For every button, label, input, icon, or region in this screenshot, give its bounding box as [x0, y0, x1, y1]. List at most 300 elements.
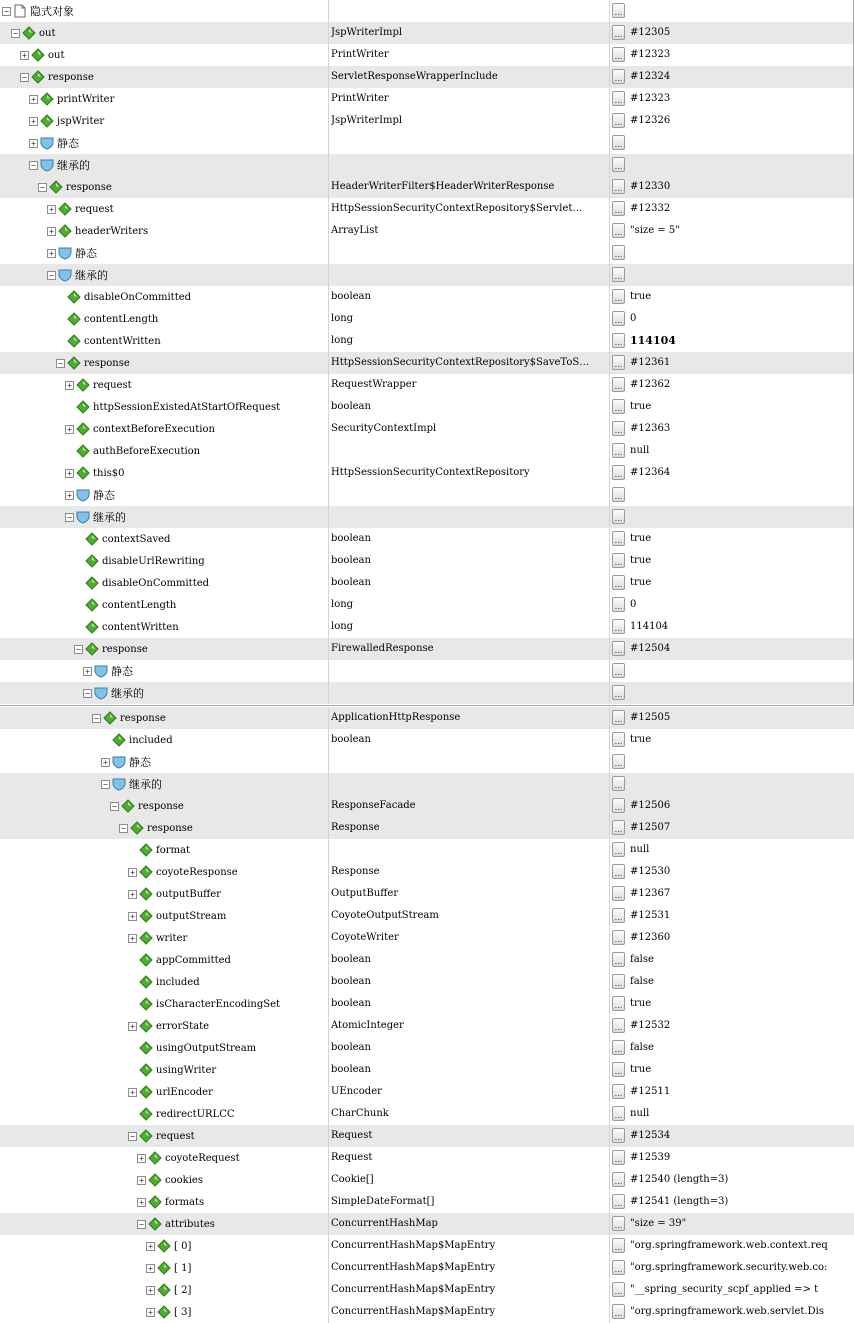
expand-toggle-icon[interactable]: +	[137, 1198, 146, 1207]
tree-row[interactable]	[0, 1147, 854, 1169]
details-button[interactable]: ...	[612, 820, 625, 835]
name-cell	[0, 264, 329, 286]
tree-row[interactable]	[0, 1125, 854, 1147]
expand-toggle-icon[interactable]: +	[146, 1308, 155, 1317]
tree-node	[101, 751, 151, 773]
type-cell: boolean	[331, 572, 610, 594]
field-diamond-icon	[139, 1041, 153, 1055]
collapse-toggle-icon[interactable]: −	[74, 645, 83, 654]
node-label: 继承的	[75, 269, 108, 282]
details-button[interactable]: ...	[612, 1018, 625, 1033]
name-cell	[0, 1081, 329, 1103]
type-cell	[331, 839, 610, 861]
name-cell	[0, 927, 329, 949]
expand-toggle-icon[interactable]: +	[128, 912, 137, 921]
details-button[interactable]: ...	[612, 1172, 625, 1187]
value-cell: #12534	[630, 1130, 671, 1141]
collapse-toggle-icon[interactable]: −	[47, 271, 56, 280]
tree-row[interactable]	[0, 729, 854, 751]
tree-row[interactable]	[0, 1059, 854, 1081]
tree-node	[29, 154, 90, 176]
node-label: authBeforeExecution	[93, 445, 201, 457]
tree-row[interactable]	[0, 993, 854, 1015]
node-label: coyoteRequest	[165, 1152, 240, 1164]
collapse-toggle-icon[interactable]: −	[20, 73, 29, 82]
expand-toggle-icon[interactable]: +	[146, 1286, 155, 1295]
tree-row[interactable]	[0, 817, 854, 839]
tree-row[interactable]	[0, 1213, 854, 1235]
expand-toggle-icon[interactable]: +	[128, 868, 137, 877]
details-button[interactable]: ...	[612, 996, 625, 1011]
details-button[interactable]: ...	[612, 179, 625, 194]
category-shield-icon	[112, 777, 126, 791]
category-shield-icon	[58, 268, 72, 282]
tree-row[interactable]	[0, 22, 853, 44]
details-button[interactable]: ...	[612, 685, 625, 700]
expand-toggle-icon[interactable]: +	[137, 1154, 146, 1163]
details-button[interactable]: ...	[612, 641, 625, 656]
type-cell: ConcurrentHashMap$MapEntry	[331, 1301, 610, 1323]
spacer	[128, 1110, 137, 1119]
details-button[interactable]: ...	[612, 289, 625, 304]
expand-toggle-icon[interactable]: +	[47, 205, 56, 214]
value-cell: 114104	[630, 621, 669, 632]
name-cell	[0, 154, 329, 176]
value-cell: false	[630, 954, 654, 965]
expand-toggle-icon[interactable]: +	[128, 1088, 137, 1097]
node-label: 静态	[57, 137, 79, 150]
tree-node	[146, 1279, 191, 1301]
type-cell: AtomicInteger	[331, 1015, 610, 1037]
value-cell: #12361	[630, 357, 671, 368]
tree-row[interactable]	[0, 308, 853, 330]
tree-row[interactable]	[0, 927, 854, 949]
details-button[interactable]: ...	[612, 377, 625, 392]
tree-node	[128, 905, 226, 927]
tree-row[interactable]	[0, 220, 853, 242]
type-cell: ConcurrentHashMap$MapEntry	[331, 1235, 610, 1257]
value-cell: true	[630, 734, 652, 745]
field-diamond-icon	[139, 997, 153, 1011]
tree-node	[74, 550, 205, 572]
details-button[interactable]: ...	[612, 553, 625, 568]
node-label: out	[48, 49, 65, 61]
tree-row[interactable]	[0, 1037, 854, 1059]
tree-row[interactable]	[0, 1235, 854, 1257]
field-diamond-icon	[76, 466, 90, 480]
tree-node	[128, 1125, 195, 1147]
name-cell	[0, 22, 329, 44]
details-button[interactable]: ...	[612, 245, 625, 260]
collapse-toggle-icon[interactable]: −	[119, 824, 128, 833]
expand-toggle-icon[interactable]: +	[146, 1242, 155, 1251]
details-button[interactable]: ...	[612, 1040, 625, 1055]
field-diamond-icon	[67, 356, 81, 370]
details-button[interactable]: ...	[612, 930, 625, 945]
tree-row[interactable]	[0, 132, 853, 154]
details-button[interactable]: ...	[612, 443, 625, 458]
name-cell	[0, 1059, 329, 1081]
details-button[interactable]: ...	[612, 1238, 625, 1253]
name-cell	[0, 1037, 329, 1059]
field-diamond-icon	[157, 1305, 171, 1319]
field-diamond-icon	[67, 334, 81, 348]
expand-toggle-icon[interactable]: +	[29, 95, 38, 104]
type-cell: ArrayList	[331, 220, 610, 242]
value-cell	[630, 682, 852, 704]
field-diamond-icon	[85, 620, 99, 634]
tree-row[interactable]	[0, 949, 854, 971]
expand-toggle-icon[interactable]: +	[128, 890, 137, 899]
tree-row[interactable]	[0, 839, 854, 861]
node-label: [ 3]	[174, 1306, 192, 1318]
expand-toggle-icon[interactable]: +	[65, 381, 74, 390]
value-cell: true	[630, 577, 652, 588]
collapse-toggle-icon[interactable]: −	[101, 780, 110, 789]
name-cell	[0, 594, 329, 616]
node-label: response	[84, 357, 130, 369]
spacer	[65, 447, 74, 456]
field-diamond-icon	[31, 70, 45, 84]
name-cell	[0, 993, 329, 1015]
tree-row[interactable]	[0, 352, 853, 374]
node-label: jspWriter	[57, 115, 105, 127]
tree-row[interactable]	[0, 1191, 854, 1213]
node-label: out	[39, 27, 56, 39]
node-label: cookies	[165, 1174, 203, 1186]
tree-row[interactable]	[0, 682, 853, 704]
name-cell	[0, 1103, 329, 1125]
tree-row[interactable]	[0, 110, 853, 132]
spacer	[128, 1044, 137, 1053]
collapse-toggle-icon[interactable]: −	[65, 513, 74, 522]
tree-row[interactable]	[0, 1301, 854, 1323]
tree-node	[56, 330, 161, 352]
details-button[interactable]: ...	[612, 1216, 625, 1231]
details-button[interactable]: ...	[612, 421, 625, 436]
node-label: response	[102, 643, 148, 655]
value-cell	[630, 773, 852, 795]
expand-toggle-icon[interactable]: +	[47, 249, 56, 258]
node-label: contentWritten	[84, 335, 161, 347]
details-button[interactable]: ...	[612, 864, 625, 879]
tree-row[interactable]	[0, 883, 854, 905]
value-cell: "size = 5"	[630, 225, 680, 236]
tree-row[interactable]	[0, 374, 853, 396]
expand-toggle-icon[interactable]: +	[146, 1264, 155, 1273]
tree-node	[47, 198, 114, 220]
tree-node	[47, 264, 108, 286]
name-cell	[0, 707, 329, 729]
details-button[interactable]: ...	[612, 952, 625, 967]
tree-row[interactable]	[0, 396, 853, 418]
value-cell: #12541 (length=3)	[630, 1196, 729, 1207]
tree-row[interactable]	[0, 795, 854, 817]
name-cell	[0, 1301, 329, 1323]
type-cell	[331, 154, 610, 176]
details-button[interactable]: ...	[612, 531, 625, 546]
tree-row[interactable]	[0, 1103, 854, 1125]
expand-toggle-icon[interactable]: +	[29, 117, 38, 126]
name-cell	[0, 176, 329, 198]
details-button[interactable]: ...	[612, 201, 625, 216]
tree-node	[128, 883, 221, 905]
tree-row[interactable]	[0, 44, 853, 66]
tree-row[interactable]	[0, 660, 853, 682]
details-button[interactable]: ...	[612, 47, 625, 62]
name-cell	[0, 773, 329, 795]
tree-row[interactable]	[0, 550, 853, 572]
node-label: 继承的	[93, 511, 126, 524]
expand-toggle-icon[interactable]: +	[65, 469, 74, 478]
type-cell: boolean	[331, 949, 610, 971]
details-button[interactable]: ...	[612, 908, 625, 923]
node-label: coyoteResponse	[156, 866, 238, 878]
details-button[interactable]: ...	[612, 113, 625, 128]
details-button[interactable]: ...	[612, 135, 625, 150]
tree-row[interactable]	[0, 572, 853, 594]
field-diamond-icon	[139, 887, 153, 901]
expand-toggle-icon[interactable]: +	[83, 667, 92, 676]
tree-row[interactable]	[0, 176, 853, 198]
collapse-toggle-icon[interactable]: −	[2, 7, 11, 16]
category-shield-icon	[58, 246, 72, 260]
tree-node	[101, 729, 173, 751]
type-cell: ResponseFacade	[331, 795, 610, 817]
tree-row[interactable]	[0, 1257, 854, 1279]
type-cell: boolean	[331, 528, 610, 550]
collapse-toggle-icon[interactable]: −	[38, 183, 47, 192]
name-cell	[0, 286, 329, 308]
details-button[interactable]: ...	[612, 311, 625, 326]
collapse-toggle-icon[interactable]: −	[11, 29, 20, 38]
tree-row[interactable]	[0, 484, 853, 506]
details-button[interactable]: ...	[612, 886, 625, 901]
details-button[interactable]: ...	[612, 710, 625, 725]
name-cell	[0, 1279, 329, 1301]
tree-row[interactable]	[0, 286, 853, 308]
tree-row[interactable]	[0, 751, 854, 773]
type-cell	[331, 132, 610, 154]
expand-toggle-icon[interactable]: +	[20, 51, 29, 60]
details-button[interactable]: ...	[612, 509, 625, 524]
name-cell	[0, 1015, 329, 1037]
tree-row[interactable]	[0, 506, 853, 528]
type-cell: SecurityContextImpl	[331, 418, 610, 440]
expand-toggle-icon[interactable]: +	[137, 1176, 146, 1185]
collapse-toggle-icon[interactable]: −	[83, 689, 92, 698]
collapse-toggle-icon[interactable]: −	[110, 802, 119, 811]
value-cell	[630, 0, 852, 22]
details-button[interactable]: ...	[612, 842, 625, 857]
field-diamond-icon	[139, 953, 153, 967]
field-diamond-icon	[67, 312, 81, 326]
tree-row[interactable]	[0, 638, 853, 660]
details-button[interactable]: ...	[612, 597, 625, 612]
details-button[interactable]: ...	[612, 1084, 625, 1099]
details-button[interactable]: ...	[612, 333, 625, 348]
value-cell: true	[630, 533, 652, 544]
name-cell	[0, 110, 329, 132]
details-button[interactable]: ...	[612, 1304, 625, 1319]
tree-node	[137, 1191, 204, 1213]
tree-row[interactable]	[0, 971, 854, 993]
tree-node	[65, 440, 200, 462]
value-cell: #12504	[630, 643, 671, 654]
tree-row[interactable]	[0, 1015, 854, 1037]
collapse-toggle-icon[interactable]: −	[128, 1132, 137, 1141]
tree-row[interactable]	[0, 1279, 854, 1301]
field-diamond-icon	[121, 799, 135, 813]
tree-row[interactable]	[0, 462, 853, 484]
field-diamond-icon	[157, 1239, 171, 1253]
expand-toggle-icon[interactable]: +	[65, 491, 74, 500]
node-label: 继承的	[57, 159, 90, 172]
value-cell: #12324	[630, 71, 671, 82]
tree-node	[128, 1037, 256, 1059]
details-button[interactable]: ...	[612, 25, 625, 40]
field-diamond-icon	[76, 444, 90, 458]
tree-row[interactable]	[0, 0, 853, 22]
tree-node	[128, 839, 190, 861]
tree-row[interactable]	[0, 418, 853, 440]
details-button[interactable]: ...	[612, 776, 625, 791]
field-diamond-icon	[139, 909, 153, 923]
spacer	[74, 623, 83, 632]
tree-row[interactable]	[0, 440, 853, 462]
collapse-toggle-icon[interactable]: −	[92, 714, 101, 723]
spacer	[128, 1000, 137, 1009]
name-cell	[0, 1213, 329, 1235]
spacer	[128, 978, 137, 987]
expand-toggle-icon[interactable]: +	[128, 934, 137, 943]
expand-toggle-icon[interactable]: +	[128, 1022, 137, 1031]
details-button[interactable]: ...	[612, 91, 625, 106]
type-cell: long	[331, 330, 610, 352]
expand-toggle-icon[interactable]: +	[65, 425, 74, 434]
field-diamond-icon	[85, 532, 99, 546]
details-button[interactable]: ...	[612, 223, 625, 238]
details-button[interactable]: ...	[612, 157, 625, 172]
tree-row[interactable]	[0, 1169, 854, 1191]
tree-row[interactable]	[0, 154, 853, 176]
field-diamond-icon	[157, 1283, 171, 1297]
name-cell	[0, 440, 329, 462]
details-button[interactable]: ...	[612, 355, 625, 370]
value-cell	[630, 751, 852, 773]
details-button[interactable]: ...	[612, 1282, 625, 1297]
details-button[interactable]: ...	[612, 619, 625, 634]
details-button[interactable]: ...	[612, 1150, 625, 1165]
field-diamond-icon	[22, 26, 36, 40]
details-button[interactable]: ...	[612, 267, 625, 282]
details-button[interactable]: ...	[612, 465, 625, 480]
tree-row[interactable]	[0, 905, 854, 927]
field-diamond-icon	[76, 378, 90, 392]
field-diamond-icon	[130, 821, 144, 835]
tree-row[interactable]	[0, 66, 853, 88]
value-cell: #12323	[630, 93, 671, 104]
details-button[interactable]: ...	[612, 663, 625, 678]
tree-node	[128, 1103, 235, 1125]
type-cell	[331, 440, 610, 462]
details-button[interactable]: ...	[612, 3, 625, 18]
node-label: [ 2]	[174, 1284, 192, 1296]
tree-node	[47, 220, 148, 242]
details-button[interactable]: ...	[612, 575, 625, 590]
details-button[interactable]: ...	[612, 1260, 625, 1275]
node-label: 静态	[75, 247, 97, 260]
tree-node	[101, 773, 162, 795]
details-button[interactable]: ...	[612, 1194, 625, 1209]
tree-row[interactable]	[0, 528, 853, 550]
expand-toggle-icon[interactable]: +	[47, 227, 56, 236]
type-cell	[331, 682, 610, 704]
value-cell: #12326	[630, 115, 671, 126]
node-label: printWriter	[57, 93, 115, 105]
tree-node	[128, 1081, 213, 1103]
details-button[interactable]: ...	[612, 732, 625, 747]
tree-row[interactable]	[0, 1081, 854, 1103]
type-cell	[331, 484, 610, 506]
collapse-toggle-icon[interactable]: −	[137, 1220, 146, 1229]
details-button[interactable]: ...	[612, 974, 625, 989]
node-label: response	[66, 181, 112, 193]
type-cell	[331, 660, 610, 682]
expand-toggle-icon[interactable]: +	[29, 139, 38, 148]
name-cell	[0, 1169, 329, 1191]
collapse-toggle-icon[interactable]: −	[56, 359, 65, 368]
tree-row[interactable]	[0, 330, 853, 352]
value-cell: #12506	[630, 800, 671, 811]
tree-row[interactable]	[0, 616, 853, 638]
collapse-toggle-icon[interactable]: −	[29, 161, 38, 170]
tree-row[interactable]	[0, 594, 853, 616]
type-cell: long	[331, 616, 610, 638]
value-cell: true	[630, 555, 652, 566]
details-button[interactable]: ...	[612, 754, 625, 769]
value-cell: #12539	[630, 1152, 671, 1163]
expand-toggle-icon[interactable]: +	[101, 758, 110, 767]
details-button[interactable]: ...	[612, 399, 625, 414]
node-label: redirectURLCC	[156, 1108, 235, 1120]
details-button[interactable]: ...	[612, 1128, 625, 1143]
details-button[interactable]: ...	[612, 69, 625, 84]
field-diamond-icon	[76, 400, 90, 414]
node-label: disableUrlRewriting	[102, 555, 205, 567]
tree-row[interactable]	[0, 198, 853, 220]
node-label: httpSessionExistedAtStartOfRequest	[93, 401, 281, 413]
tree-row[interactable]	[0, 88, 853, 110]
name-cell	[0, 682, 329, 704]
tree-row[interactable]	[0, 242, 853, 264]
name-cell	[0, 572, 329, 594]
tree-row[interactable]	[0, 861, 854, 883]
type-cell	[331, 0, 610, 22]
tree-row[interactable]	[0, 773, 854, 795]
tree-row[interactable]	[0, 264, 853, 286]
details-button[interactable]: ...	[612, 1062, 625, 1077]
name-cell	[0, 1257, 329, 1279]
value-cell: "__spring_security_scpf_applied => t	[630, 1284, 819, 1295]
tree-node	[128, 993, 280, 1015]
details-button[interactable]: ...	[612, 798, 625, 813]
name-cell	[0, 484, 329, 506]
type-cell: CoyoteOutputStream	[331, 905, 610, 927]
tree-row[interactable]	[0, 707, 854, 729]
details-button[interactable]: ...	[612, 1106, 625, 1121]
details-button[interactable]: ...	[612, 487, 625, 502]
